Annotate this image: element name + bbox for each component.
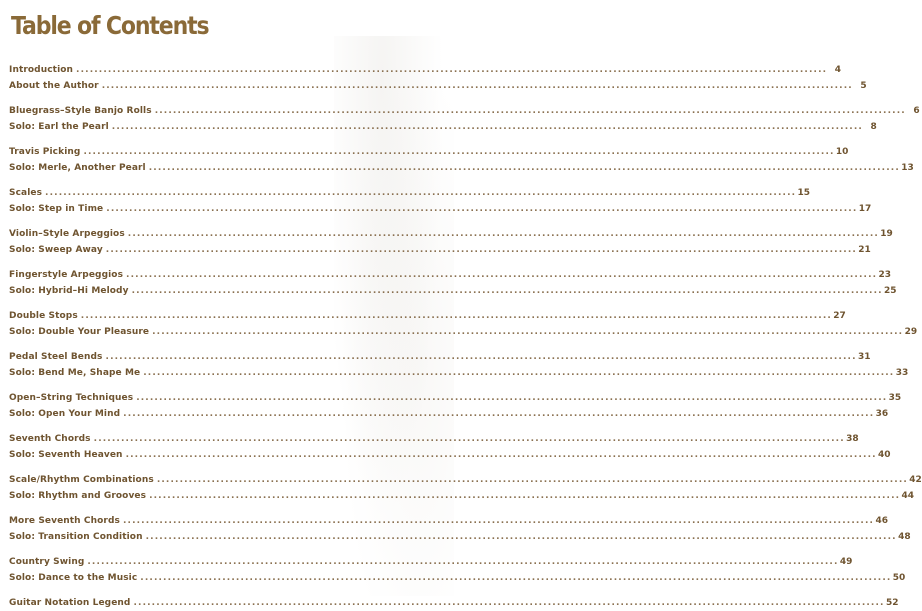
dot-leader [128,226,877,242]
toc-entry-page-number: 19 [880,229,893,239]
toc-entry-label: Fingerstyle Arpeggios [9,270,124,280]
dot-leader [133,595,882,611]
toc-entry-label: Double Stops [9,311,78,321]
toc-entry-page-number: 17 [858,204,872,214]
toc-group [9,390,902,422]
dot-leader [126,267,875,283]
group-spacer [9,94,430,103]
toc-entry[interactable] [9,513,888,529]
toc-entry-label: Solo: Open Your Mind [9,409,121,419]
toc-entry[interactable] [9,431,859,447]
toc-entry[interactable] [9,283,897,299]
toc-entry[interactable] [9,472,922,488]
toc-entry-label: Country Swing [9,557,85,567]
toc-entry-page-number: 33 [895,368,909,378]
toc-entry-page-number: 40 [878,450,891,460]
dot-leader [106,349,855,365]
dot-leader [81,308,830,324]
toc-entry-page-number: 8 [870,122,877,132]
toc-entry[interactable] [9,554,853,570]
toc-entry-label: Solo: Hybrid–Hi Melody [9,286,129,296]
toc-entry-label: Travis Picking [9,147,81,157]
toc-entry[interactable] [9,226,893,242]
toc-entry-label: Scales [9,188,43,198]
dot-leader [152,324,901,340]
dot-leader [155,103,904,119]
toc-group [9,103,920,135]
toc-entry[interactable] [9,267,892,283]
toc-entry-page-number: 52 [885,598,899,608]
toc-entry[interactable] [9,595,899,611]
dot-leader [123,513,872,529]
toc-entry-page-number: 46 [875,516,888,526]
dot-leader [45,185,794,201]
toc-entry[interactable] [9,185,811,201]
group-spacer [9,135,430,144]
dot-leader [149,488,898,504]
dot-leader [126,447,875,463]
toc-entry-label: Solo: Rhythm and Grooves [9,491,147,501]
group-spacer [9,217,430,226]
group-spacer [9,586,430,595]
dot-leader [87,554,836,570]
toc-entry-page-number: 5 [860,81,867,91]
toc-entry[interactable] [9,308,846,324]
group-spacer [9,176,430,185]
toc-group [9,62,867,94]
toc-entry-page-number: 49 [839,557,853,567]
toc-entry-label: About the Author [9,81,99,91]
dot-leader [106,201,855,217]
dot-leader [132,283,881,299]
toc-entry-page-number: 38 [846,434,859,444]
toc-group [9,185,872,217]
group-spacer [9,463,430,472]
toc-entry-page-number: 4 [834,65,842,75]
dot-leader [149,160,898,176]
toc-group [9,267,897,299]
table-of-contents [9,62,922,611]
toc-entry-label: Introduction [9,65,74,75]
group-spacer [9,340,430,349]
toc-entry-label: Solo: Merle, Another Pearl [9,163,146,173]
group-spacer [9,258,430,267]
dot-leader [123,406,872,422]
toc-entry-label: Bluegrass–Style Banjo Rolls [9,106,152,116]
toc-entry-page-number: 36 [875,409,889,419]
toc-group [9,226,893,258]
toc-entry-label: Solo: Bend Me, Shape Me [9,368,141,378]
toc-group [9,472,922,504]
toc-group [9,513,911,545]
toc-entry[interactable] [9,390,902,406]
toc-entry[interactable] [9,242,871,258]
dot-leader [136,390,885,406]
toc-entry-page-number: 6 [913,106,920,116]
toc-group [9,431,891,463]
dot-leader [157,472,906,488]
page-title: Table of Contents [11,11,209,40]
dot-leader [146,529,895,545]
toc-group [9,554,906,586]
toc-entry[interactable] [9,119,877,135]
toc-entry-label: Scale/Rhythm Combinations [9,475,154,485]
dot-leader [102,78,851,94]
toc-entry-label: Seventh Chords [9,434,91,444]
toc-entry[interactable] [9,365,909,381]
toc-entry-page-number: 48 [898,532,911,542]
dot-leader [106,242,855,258]
toc-entry-page-number: 21 [858,245,871,255]
toc-group [9,144,914,176]
toc-entry-label: Solo: Sweep Away [9,245,103,255]
toc-entry[interactable] [9,78,867,94]
toc-entry-label: Open–String Techniques [9,393,134,403]
toc-entry[interactable] [9,103,920,119]
toc-entry-page-number: 44 [901,491,915,501]
toc-entry-label: Guitar Notation Legend [9,598,131,608]
toc-group [9,349,909,381]
toc-entry-label: Solo: Step in Time [9,204,104,214]
toc-entry-page-number: 31 [857,352,871,362]
toc-entry[interactable] [9,349,871,365]
dot-leader [140,570,889,586]
toc-entry[interactable] [9,570,906,586]
dot-leader [76,62,825,78]
toc-entry-label: Solo: Transition Condition [9,532,143,542]
toc-entry-label: Pedal Steel Bends [9,352,103,362]
toc-entry[interactable] [9,324,918,340]
toc-entry-page-number: 50 [892,573,906,583]
toc-entry[interactable] [9,201,872,217]
toc-entry-label: Solo: Seventh Heaven [9,450,123,460]
dot-leader [143,365,892,381]
toc-entry[interactable] [9,62,842,78]
toc-entry-page-number: 29 [904,327,918,337]
group-spacer [9,504,430,513]
toc-entry-page-number: 13 [901,163,914,173]
toc-entry-label: More Seventh Chords [9,516,120,526]
group-spacer [9,299,430,308]
toc-entry[interactable] [9,406,889,422]
dot-leader [83,144,832,160]
toc-entry-page-number: 10 [835,147,849,157]
toc-entry[interactable] [9,529,911,545]
toc-entry-page-number: 25 [884,286,897,296]
toc-entry-page-number: 35 [888,393,902,403]
dot-leader [112,119,861,135]
toc-entry-page-number: 27 [833,311,846,321]
toc-entry-label: Solo: Earl the Pearl [9,122,109,132]
toc-group [9,308,918,340]
dot-leader [94,431,843,447]
toc-entry-page-number: 42 [909,475,922,485]
toc-entry-label: Violin–Style Arpeggios [9,229,125,239]
toc-entry[interactable] [9,144,849,160]
toc-entry[interactable] [9,160,914,176]
group-spacer [9,422,430,431]
toc-entry-page-number: 15 [797,188,811,198]
toc-group [9,595,899,611]
toc-entry-label: Solo: Dance to the Music [9,573,138,583]
toc-entry[interactable] [9,488,915,504]
group-spacer [9,381,430,390]
toc-entry-page-number: 23 [878,270,892,280]
toc-entry[interactable] [9,447,891,463]
toc-entry-label: Solo: Double Your Pleasure [9,327,150,337]
group-spacer [9,545,430,554]
